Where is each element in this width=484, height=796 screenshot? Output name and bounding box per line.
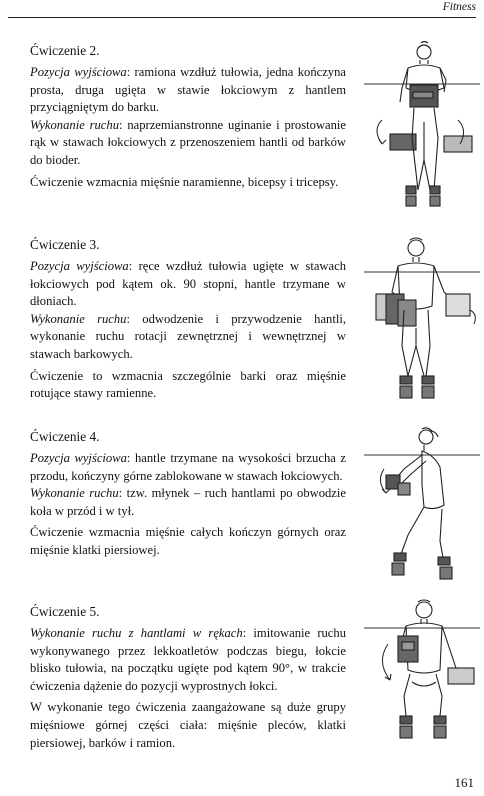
movement (30, 311, 346, 364)
running-header (8, 0, 476, 18)
starting-position (30, 450, 346, 485)
movement-label: Wykonanie ruchu z hantlami w rękach (30, 626, 243, 640)
movement (30, 117, 346, 170)
starting-position-text: : hantle trzymane na wysokości brzucha z przodu, kończyny górne zablokowane w stawach łokciowych. (30, 451, 346, 483)
exercise-3 (30, 236, 346, 403)
header-title: Fitness (442, 1, 476, 13)
starting-position-text: : ręce wzdłuż tułowia ugięte w stawach łokciowych pod kątem ok. 90 stopni, hantle trzymane w dłoniach. (30, 259, 346, 309)
page-number: 161 (454, 775, 474, 790)
starting-position-text: : ramiona wzdłuż tułowia, jedna kończyna prosta, druga ugięta w stawie łokciowym z hantlem przyciągniętym do barku. (30, 65, 346, 115)
exercise-4-illustration (364, 425, 480, 595)
movement-text: : imitowanie ruchu wykonywanego przez lekkoatletów podczas biegu, łokcie blisko tułowia, na początku ugięte pod kątem 90°, w trakcie ćwiczenia dążenie do pozycji wyprostnych łokci. (30, 626, 346, 693)
exercise-2 (30, 42, 346, 191)
exercise-title: Ćwiczenie 5. (30, 604, 100, 619)
exercise-title: Ćwiczenie 3. (30, 237, 100, 252)
movement (30, 485, 346, 520)
movement (30, 625, 346, 695)
starting-position (30, 64, 346, 117)
exercise-3-illustration (364, 236, 480, 416)
exercise-effect: Ćwiczenie wzmacnia mięśnie całych kończyn górnych oraz mięśnie klatki piersiowej. (30, 525, 346, 557)
exercise-title: Ćwiczenie 4. (30, 429, 100, 444)
exercise-4 (30, 428, 346, 560)
exercise-2-illustration (364, 40, 480, 220)
exercise-5 (30, 603, 346, 752)
exercise-effect: W wykonanie tego ćwiczenia zaangażowane są duże grupy mięśniowe górnej części ciała: mięśnie pleców, klatki piersiowej, barków i ramion. (30, 700, 346, 750)
movement-label: Wykonanie ruchu (30, 311, 127, 326)
starting-position-label: Pozycja wyjściowa (30, 451, 127, 465)
movement-label: Wykonanie ruchu (30, 486, 119, 501)
movement-text: : tzw. młynek – ruch hantlami po obwodzie koła w przód i w tył. (30, 486, 346, 518)
movement-text: : odwodzenie i przywodzenie hantli, wykonanie ruchu rotacji zewnętrznej i wewnętrznej w stawach barkowych. (30, 311, 346, 361)
starting-position (30, 258, 346, 311)
starting-position-label: Pozycja wyjściowa (30, 259, 129, 273)
exercise-effect: Ćwiczenie wzmacnia mięśnie naramienne, bicepsy i tricepsy. (30, 174, 339, 189)
exercise-effect: Ćwiczenie to wzmacnia szczególnie barki oraz mięśnie rotujące stawy ramienne. (30, 368, 346, 401)
exercise-title: Ćwiczenie 2. (30, 43, 100, 58)
movement-label: Wykonanie ruchu (30, 117, 119, 132)
movement-text: : naprzemianstronne uginanie i prostowanie rąk w stawach łokciowych z przenoszeniem hantli od barków do bioder. (30, 117, 346, 167)
exercise-5-illustration (364, 598, 480, 758)
starting-position-label: Pozycja wyjściowa (30, 65, 127, 79)
